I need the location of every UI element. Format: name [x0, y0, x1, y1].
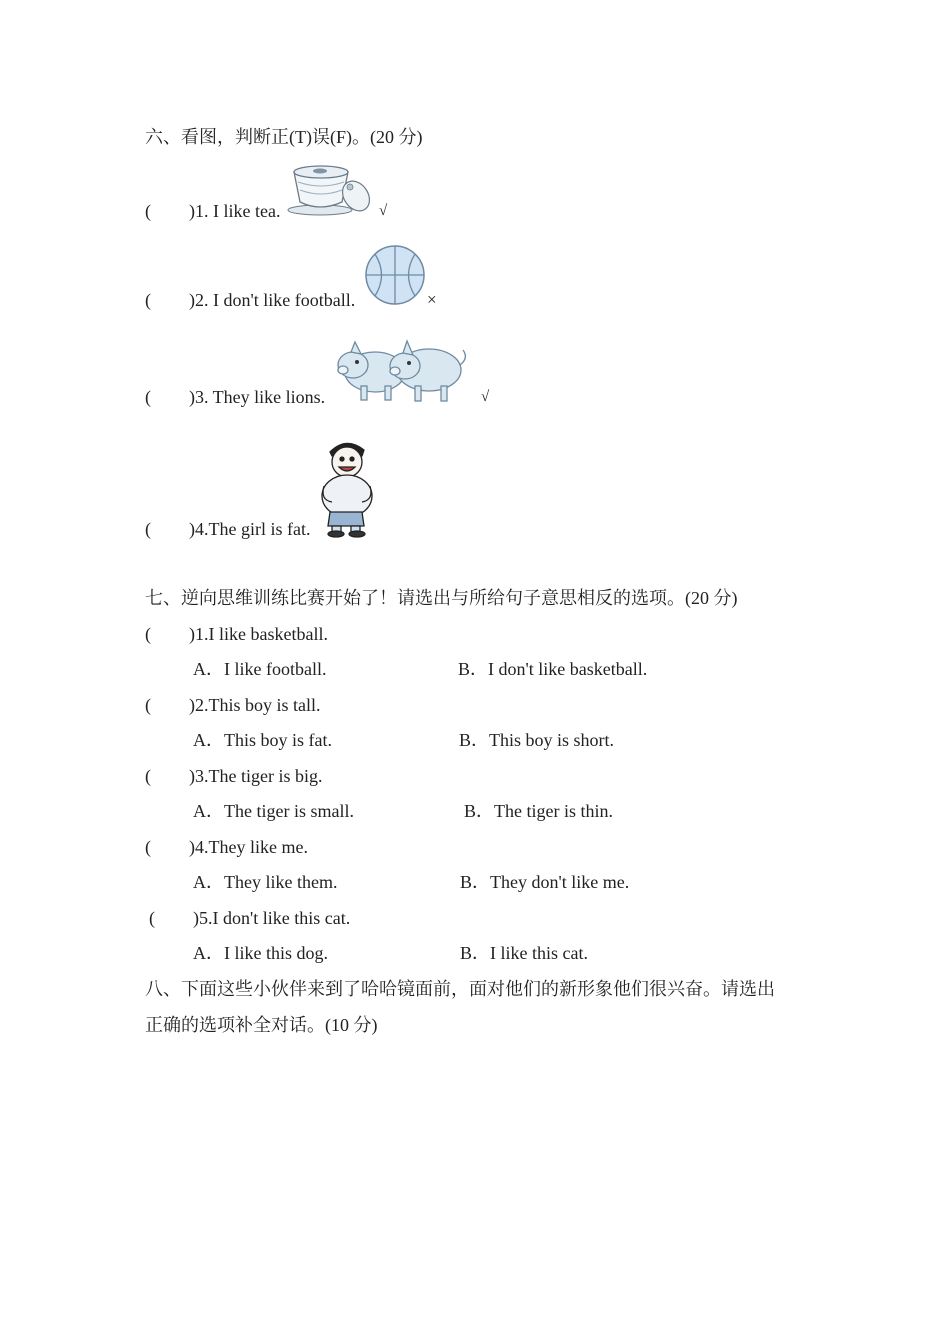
- answer-paren-close: ): [189, 201, 195, 221]
- statement-text: 4.The girl is fat.: [195, 519, 311, 539]
- answer-paren-open: (: [149, 908, 155, 928]
- answer-paren-open: (: [145, 624, 151, 644]
- answer-paren-open: (: [145, 387, 151, 407]
- answer-paren-close: ): [189, 695, 195, 715]
- answer-paren-open: (: [145, 695, 151, 715]
- option-a: A．This boy is fat.: [193, 730, 332, 750]
- option-b: B．I like this cat.: [460, 943, 588, 963]
- answer-paren-close: ): [189, 519, 195, 539]
- answer-paren-close: ): [189, 837, 195, 857]
- option-a: A．I like this dog.: [193, 943, 328, 963]
- question-text: 3.The tiger is big.: [195, 766, 323, 786]
- option-b: B．I don't like basketball.: [458, 659, 648, 679]
- section-8-title-line-2: 正确的选项补全对话。(10 分): [145, 1015, 378, 1035]
- question-text: 5.I don't like this cat.: [199, 908, 351, 928]
- answer-paren-open: (: [145, 766, 151, 786]
- mark-check: √: [481, 389, 490, 405]
- section-8-title-line-1: 八、下面这些小伙伴来到了哈哈镜面前，面对他们的新形象他们很兴奋。请选出: [145, 979, 775, 999]
- question-text: 1.I like basketball.: [195, 624, 328, 644]
- answer-paren-close: ): [189, 766, 195, 786]
- option-b: B．The tiger is thin.: [464, 801, 613, 821]
- section-6-title: 六、看图，判断正(T)误(F)。(20 分): [145, 127, 423, 147]
- question-text: 4.They like me.: [195, 837, 308, 857]
- statement-text: 1. I like tea.: [195, 201, 281, 221]
- answer-paren-open: (: [145, 201, 151, 221]
- answer-paren-close: ): [189, 387, 195, 407]
- answer-paren-open: (: [145, 290, 151, 310]
- mark-cross: ×: [427, 290, 437, 309]
- statement-text: 3. They like lions.: [195, 387, 326, 407]
- option-a: A．I like football.: [193, 659, 327, 679]
- option-b: B．This boy is short.: [459, 730, 615, 750]
- fat-boy-icon: [316, 438, 378, 538]
- section-7-title: 七、逆向思维训练比赛开始了！请选出与所给句子意思相反的选项。(20 分): [145, 588, 738, 608]
- teacup-icon: [286, 160, 374, 218]
- basketball-icon: [364, 244, 426, 306]
- mark-check: √: [379, 203, 388, 219]
- answer-paren-open: (: [145, 837, 151, 857]
- answer-paren-open: (: [145, 519, 151, 539]
- option-a: A．The tiger is small.: [193, 801, 354, 821]
- statement-text: 2. I don't like football.: [195, 290, 356, 310]
- question-text: 2.This boy is tall.: [195, 695, 321, 715]
- answer-paren-close: ): [193, 908, 199, 928]
- answer-paren-close: ): [189, 624, 195, 644]
- answer-paren-close: ): [189, 290, 195, 310]
- option-a: A．They like them.: [193, 872, 338, 892]
- pigs-icon: [333, 330, 473, 404]
- option-b: B．They don't like me.: [460, 872, 630, 892]
